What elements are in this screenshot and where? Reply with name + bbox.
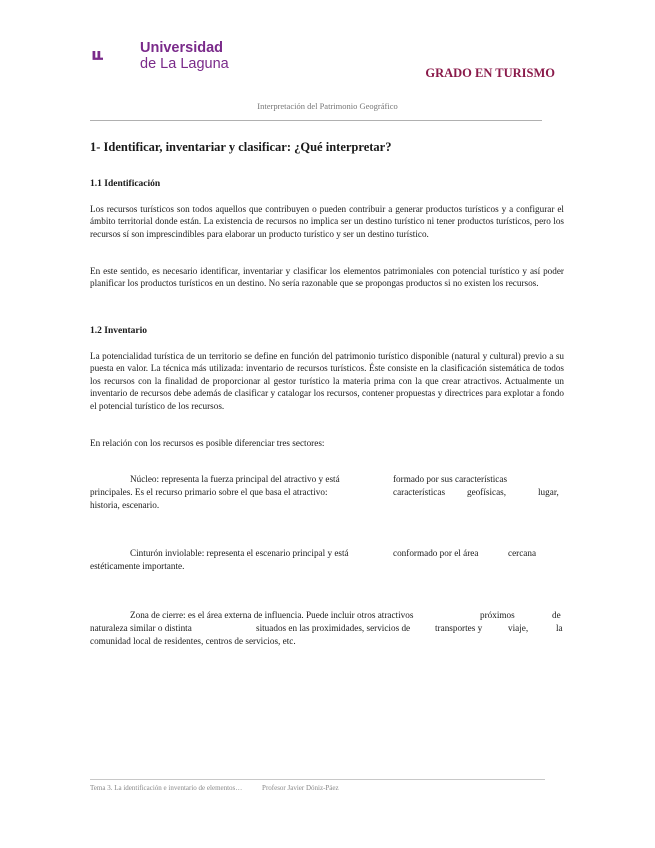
section-heading-identificacion: 1.1 Identificación xyxy=(90,179,161,189)
footer-topic: Tema 3. La identificación e inventario de elementos… xyxy=(90,784,243,792)
footer-author: Profesor Javier Dóniz-Páez xyxy=(262,784,339,792)
page-title: 1- Identificar, inventariar y clasificar: ¿Qué interpretar? xyxy=(90,140,392,154)
university-logo-icon xyxy=(92,38,136,74)
paragraph-inventario-1: La potencialidad turística de un territorio se define en función del patrimonio turístico disponible (natural y cultural) previo a su puesta en valor. La técnica más utilizada: inventario de recursos turísticos. Éste consiste en la clasificación sistemática de todos los recursos con la finalidad de proporcionar al gestor turístico la materia prima con la que crear atractivos. Actualmente un inventario de recursos debe además de clasificar y catalogar los recursos, contener propuestas y directrices para explotar a fondo el potencial turístico de los recursos. xyxy=(90,351,564,411)
sector-zona-text: Zona de cierre: es el área externa de influencia. Puede incluir otros atractivos xyxy=(130,610,414,620)
sector-zona-text: naturaleza similar o distinta xyxy=(90,623,192,633)
sector-cinturon-text: Cinturón inviolable: representa el escenario principal y está xyxy=(130,548,349,558)
section-heading-inventario: 1.2 Inventario xyxy=(90,326,147,336)
sector-zona-text: situados en las proximidades, servicios de xyxy=(256,623,411,633)
program-title: GRADO EN TURISMO xyxy=(425,66,555,80)
paragraph-identificacion-2: En este sentido, es necesario identificar, inventariar y clasificar los elementos patrimoniales con potencial turístico y así poder planificar los productos turísticos en un destino. No sería razonable que se propongas productos si no existen los recursos. xyxy=(90,266,564,289)
university-name xyxy=(140,40,229,72)
header-divider xyxy=(90,120,542,121)
sector-nucleo-text: principales. Es el recurso primario sobre el que basa el atractivo: xyxy=(90,487,328,497)
sector-zona-text: transportes y xyxy=(435,623,483,633)
sector-nucleo-text: geofísicas, xyxy=(467,487,507,497)
subject-header: Interpretación del Patrimonio Geográfico xyxy=(257,101,398,111)
sector-zona-text: de xyxy=(552,610,561,620)
sector-cinturon-text: cercana xyxy=(508,548,537,558)
sector-cinturon-text: conformado por el área xyxy=(393,548,479,558)
logo-line-1: Universidad xyxy=(140,40,223,56)
sector-zona-text: la xyxy=(556,623,563,633)
sector-zona-line-3: comunidad local de residentes, centros de servicios, etc. xyxy=(90,636,296,646)
sector-nucleo-text: características xyxy=(393,487,446,497)
sector-zona-text: viaje, xyxy=(508,623,529,633)
sector-cinturon-line-2: estéticamente importante. xyxy=(90,561,185,571)
sector-nucleo-text: formado por sus características xyxy=(393,474,508,484)
footer-divider xyxy=(90,779,545,780)
logo-line-2: de La Laguna xyxy=(140,56,229,72)
sector-zona-text: próximos xyxy=(480,610,515,620)
sector-nucleo-line-3: historia, escenario. xyxy=(90,500,160,510)
page-footer xyxy=(90,784,357,792)
sector-nucleo-text: lugar, xyxy=(538,487,559,497)
sector-nucleo-text: Núcleo: representa la fuerza principal del atractivo y está xyxy=(130,474,340,484)
paragraph-inventario-2: En relación con los recursos es posible diferenciar tres sectores: xyxy=(90,438,325,448)
paragraph-identificacion-1: Los recursos turísticos son todos aquellos que contribuyen o pueden contribuir a generar productos turísticos y a configurar el ámbito territorial donde están. La existencia de recursos no implica ser un destino turístico ni tener productos turísticos, pero los recursos sí son imprescindibles para elaborar un producto turístico y ser un destino turístico. xyxy=(90,204,564,239)
